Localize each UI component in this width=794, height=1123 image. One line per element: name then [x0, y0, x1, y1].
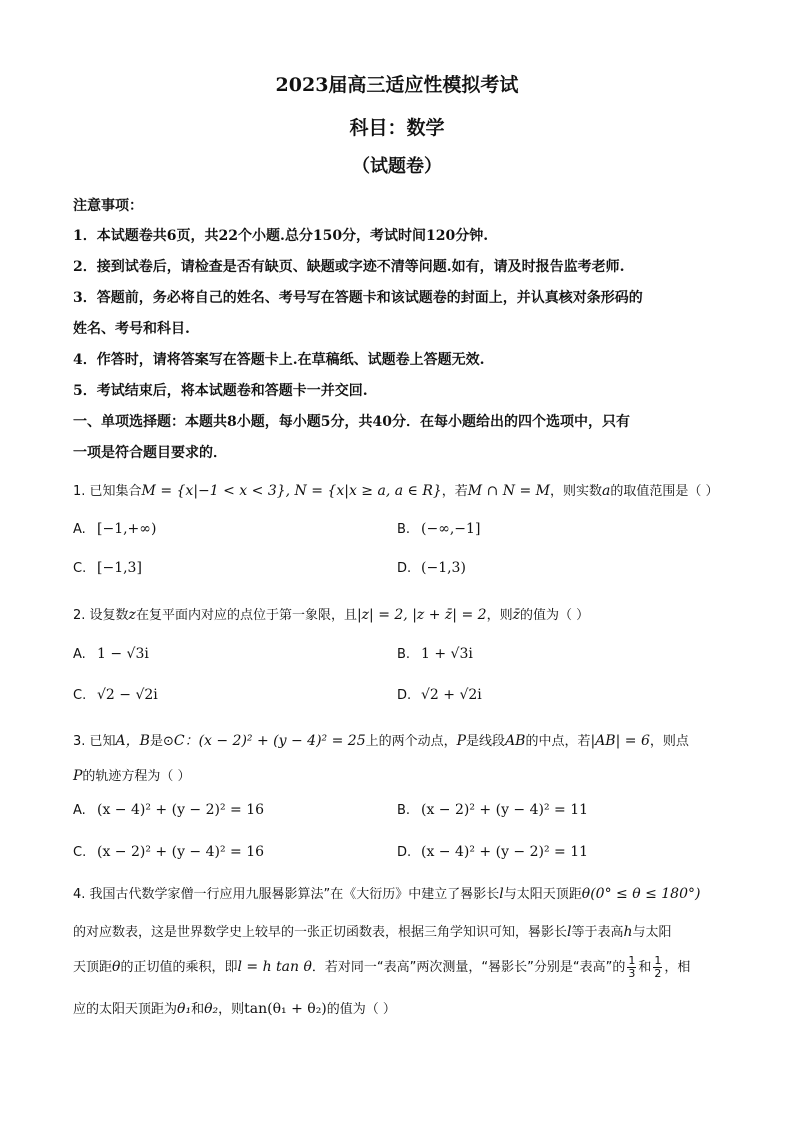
q3-option-b: B. (x − 2)² + (y − 4)² = 11 — [397, 802, 589, 818]
q2-option-c: C. √2 − √2i — [73, 687, 158, 703]
q1-option-b: B. (−∞,−1] — [397, 521, 481, 537]
question-4-line2: 的对应数表，这是世界数学史上较早的一张正切函数表，根据三角学知识可知，晷影长l等于表高h与太阳 — [73, 924, 672, 940]
q2-option-b: B. 1 + √3i — [397, 646, 473, 662]
q3-circle: C：(x − 2)² + (y − 4)² = 25 — [173, 733, 366, 749]
question-4-line4: 应的太阳天顶距为θ₁和θ₂，则tan(θ₁ + θ₂)的值为（ ） — [73, 1001, 396, 1017]
notice-item: 5．考试结束后，将本试题卷和答题卡一并交回. — [73, 383, 368, 399]
q1-cond: M ∩ N = M — [467, 483, 550, 499]
question-4: 4. 我国古代数学家僧一行应用九服晷影算法”在《大衍历》中建立了晷影长l与太阳天顶距θ(0° ≤ θ ≤ 180°) — [73, 886, 701, 902]
q3-option-a: A. (x − 4)² + (y − 2)² = 16 — [73, 802, 265, 818]
notice-item: 2．接到试卷后，请检查是否有缺页、缺题或字迹不清等问题.如有，请及时报告监考老师. — [73, 259, 625, 275]
q1-mid: ，若 — [441, 484, 468, 499]
fraction-one-third: $\frac{1}{3}$ — [628, 954, 636, 980]
section-heading-cont: 一项是符合题目要求的． — [73, 445, 227, 461]
q1-option-c: C. [−1,3] — [73, 560, 142, 576]
q1-option-a: A. [−1,+∞) — [73, 521, 157, 537]
question-3-cont: P的轨迹方程为（ ） — [73, 768, 191, 784]
q2-cond: |z| = 2, |z + z̄| = 2 — [356, 607, 487, 623]
q1-end: 的取值范围是（ ） — [610, 484, 719, 499]
q3-option-d: D. (x − 4)² + (y − 2)² = 11 — [397, 844, 589, 860]
q2-option-d: D. √2 + √2i — [397, 687, 482, 703]
q1-pre: 1. 已知集合 — [73, 484, 142, 499]
q3-option-c: C. (x − 2)² + (y − 4)² = 16 — [73, 844, 265, 860]
question-4-line3: 天顶距θ的正切值的乘积，即l = h tan θ．若对同一“表高”两次测量，“晷影长”分别是“表高”的 $\frac{1}{3}$ 和 $\frac{1}{2}$ ，相 — [73, 954, 691, 980]
notice-item: 3．答题前，务必将自己的姓名、考号写在答题卡和该试题卷的封面上，并认真核对条形码的 — [73, 290, 643, 306]
q1-post: ，则实数 — [549, 484, 602, 499]
question-2: 2. 设复数z在复平面内对应的点位于第一象限，且|z| = 2, |z + z̄| = 2，则z̄的值为（ ） — [73, 607, 590, 623]
q1-var: a — [602, 483, 611, 499]
q1-sets: M = {x|−1 < x < 3}, N = {x|x ≥ a, a ∈ R} — [141, 483, 442, 499]
q2-option-a: A. 1 − √3i — [73, 646, 149, 662]
exam-title: 2023届高三适应性模拟考试 — [275, 74, 519, 96]
notice-item: 1．本试题卷共6页，共22个小题.总分150分，考试时间120分钟. — [73, 228, 489, 244]
fraction-one-half: $\frac{1}{2}$ — [654, 954, 662, 980]
notice-item: 姓名、考号和科目. — [73, 321, 190, 337]
subject-title: 科目：数学 — [349, 117, 445, 139]
question-1 — [73, 480, 719, 499]
paper-type: （试题卷） — [352, 156, 442, 177]
notice-item: 4．作答时，请将答案写在答题卡上.在草稿纸、试题卷上答题无效. — [73, 352, 485, 368]
notice-heading: 注意事项： — [73, 198, 143, 214]
section-heading: 一、单项选择题：本题共8小题，每小题5分，共40分．在每小题给出的四个选项中，只有 — [73, 414, 630, 430]
q1-option-d: D. (−1,3) — [397, 560, 466, 576]
question-3: 3. 已知A，B是⊙C：(x − 2)² + (y − 4)² = 25上的两个动点，P是线段AB的中点，若|AB| = 6，则点 — [73, 733, 689, 749]
